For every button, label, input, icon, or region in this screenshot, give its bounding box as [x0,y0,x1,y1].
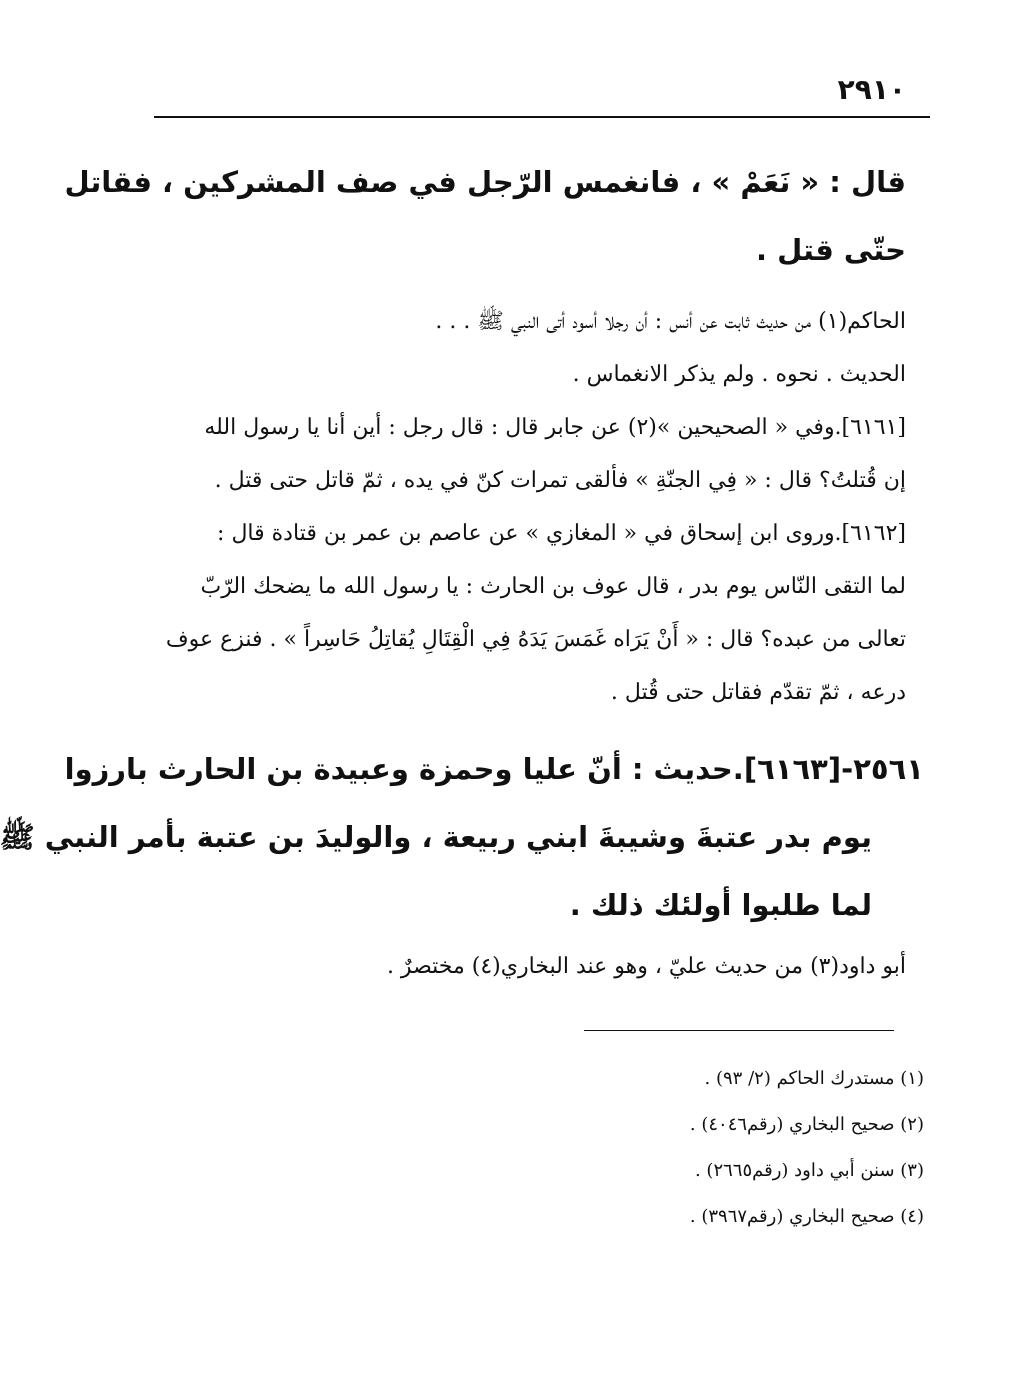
text-line: لما طلبوا أولئك ذلك . [569,888,872,922]
header-rule [154,116,930,118]
page-number: ٢٩١٠ [837,73,906,106]
bold-section-2561 [0,735,924,939]
text-line: يوم بدر عتبةَ وشيبةَ ابني ربيعة ، والوليدَ بن عتبة بأمر النبي ﷺ [0,820,872,854]
footnote: (٤) صحيح البخاري (رقم٣٩٦٧) . [689,1206,924,1227]
paragraph-6161 [176,401,906,507]
text-line: إن قُتلتُ؟ قال : « فِي الجنّةِ » فألقى تمرات كنّ في يده ، ثمّ قاتل حتى قتل . [214,468,906,493]
paragraph-hakim [176,295,906,401]
footnote: (٢) صحيح البخاري (رقم٤٠٤٦) . [689,1114,924,1135]
paragraph-6162 [165,507,906,719]
text-line: [٦١٦١].وفي « الصحيحين »(٢) عن جابر قال : قال رجل : أين أنا يا رسول الله [204,415,906,440]
text-line: أبو داود(٣) من حديث عليّ ، وهو عند البخاري(٤) مختصرٌ . [386,954,906,979]
footnotes [424,1056,924,1240]
text-line: الحديث . نحوه . ولم يذكر الانغماس . [572,362,906,387]
text-line: [٦١٦٢].وروى ابن إسحاق في « المغازي » عن عاصم بن عمر بن قتادة قال : [217,521,906,546]
text-line: درعه ، ثمّ تقدّم فقاتل حتى قُتل . [610,680,906,705]
text-line: قال : « نَعَمْ » ، فانغمس الرّجل في صف المشركين ، فقاتل [64,165,906,199]
text-line: حتّى قتل . [756,233,906,267]
paragraph-abu-dawud [176,940,906,993]
text-line: ٢٥٦١-[٦١٦٣].حديث : أنّ عليا وحمزة وعبيدة بن الحارث بارزوا [64,752,924,786]
text-line: الحاكم(١) من حديث ثابت عن أنس : أن رجلا أسود أتى النبي ﷺ . . . [435,309,906,334]
footnote: (١) مستدرك الحاكم (٢/ ٩٣) . [704,1068,924,1089]
text-line: تعالى من عبده؟ قال : « أَنْ يَرَاه غَمَسَ يَدَهُ فِي الْقِتَالِ يُقاتِلُ حَاسِراً » . فنزع عوف [165,627,906,652]
bold-section-1 [64,148,906,284]
text-line: لما التقى النّاس يوم بدر ، قال عوف بن الحارث : يا رسول الله ما يضحك الرّبّ [200,574,906,599]
footnote-rule [584,1030,894,1031]
footnote: (٣) سنن أبي داود (رقم٢٦٦٥) . [694,1160,924,1181]
